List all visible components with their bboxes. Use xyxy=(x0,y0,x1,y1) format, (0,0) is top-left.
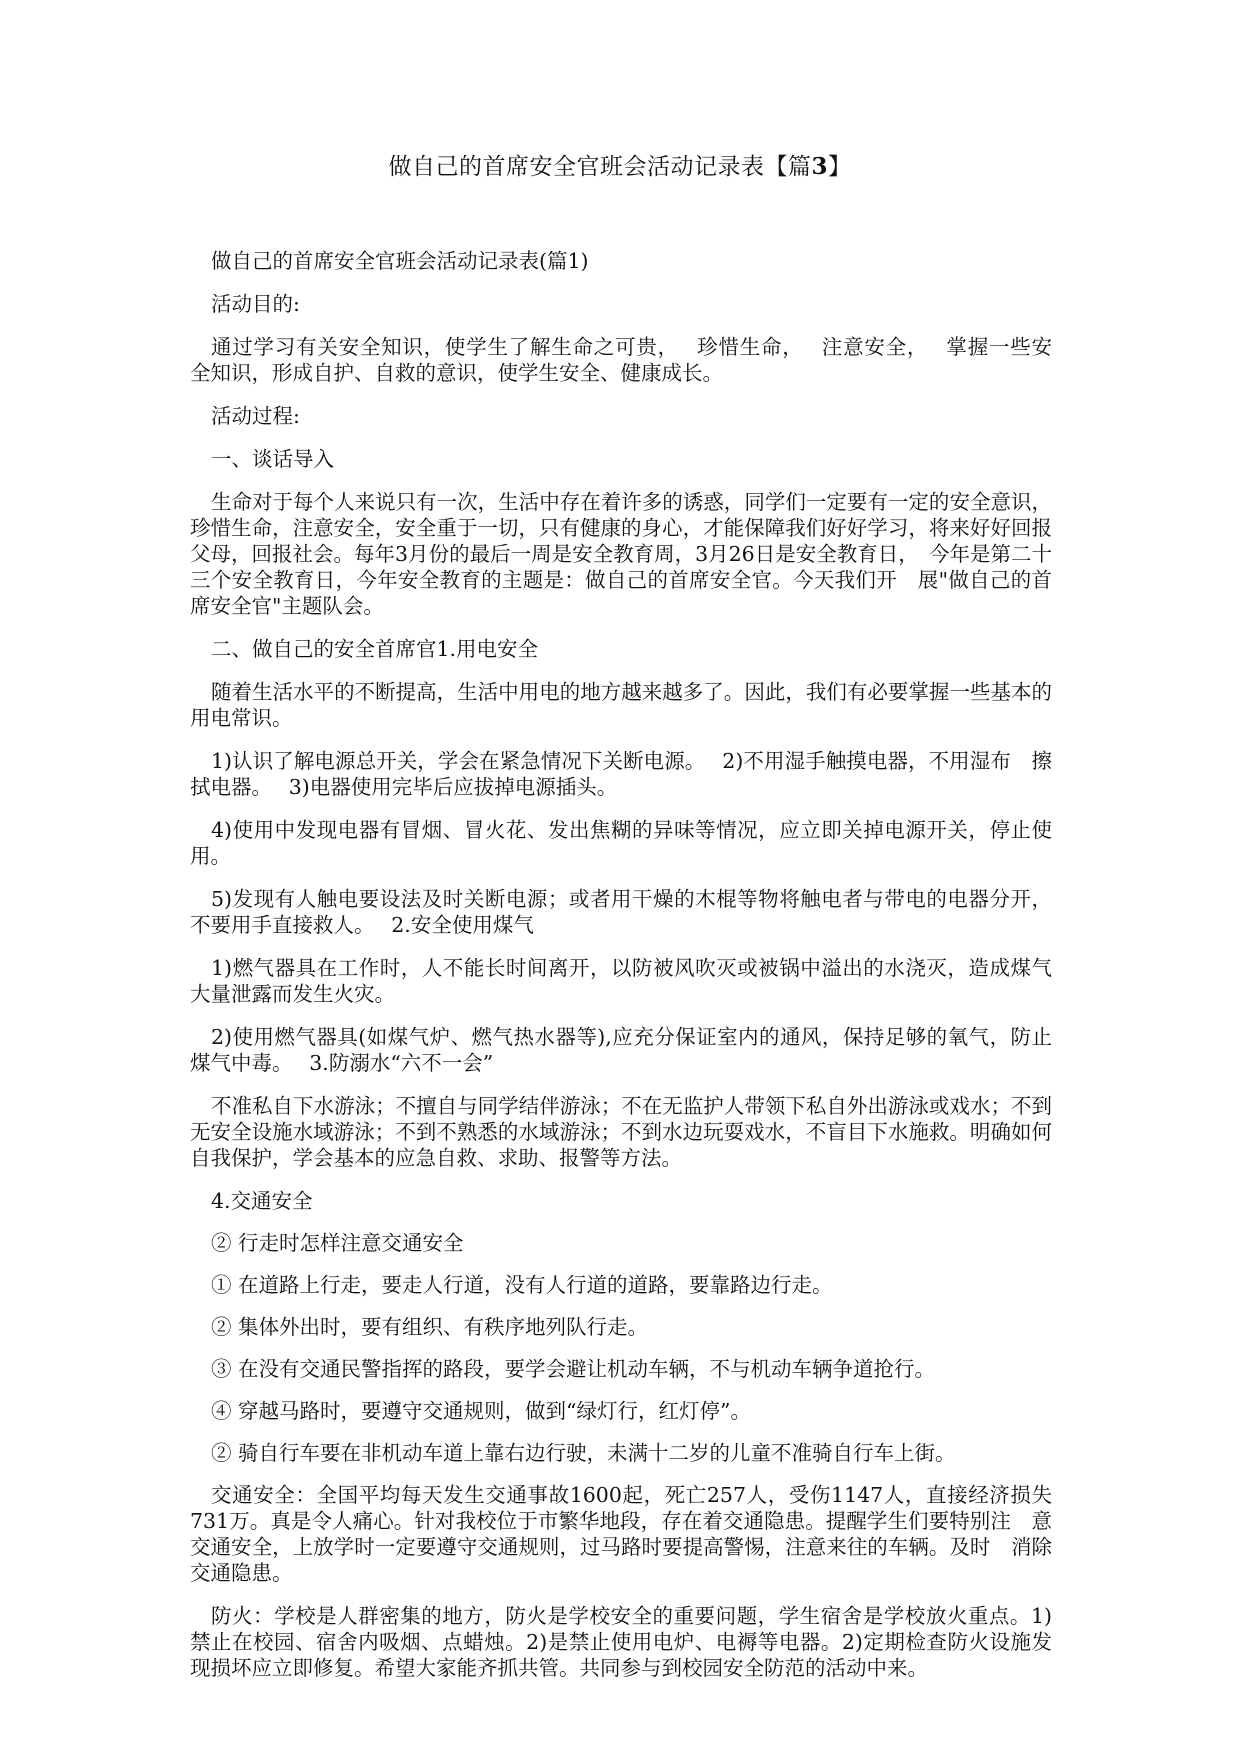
paragraph: 1)认识了解电源总开关，学会在紧急情况下关断电源。 2)不用湿手触摸电器，不用湿布 擦拭电器。 3)电器使用完毕后应拔掉电源插头。 xyxy=(190,749,1052,799)
section-heading: 做自己的首席安全官班会活动记录表(篇1) xyxy=(211,249,589,273)
paragraph: 活动目的: xyxy=(211,292,300,316)
paragraph: ② 行走时怎样注意交通安全 xyxy=(211,1231,464,1255)
paragraph: 一、谈话导入 xyxy=(211,447,334,471)
paragraph: 随着生活水平的不断提高，生活中用电的地方越来越多了。因此，我们有必要掌握一些基本的用电常识。 xyxy=(190,680,1052,730)
paragraph: 交通安全：全国平均每天发生交通事故1600起，死亡257人，受伤1147人，直接经济损失 731万。真是令人痛心。针对我校位于市繁华地段，存在着交通隐患。提醒学生们要特别注 意交通安全，上放学时一定要遵守交通规则，过马路时要提高警惕，注意来往的车辆。及时 消除交通隐患。 xyxy=(190,1483,1073,1585)
paragraph: 5)发现有人触电要设法及时关断电源；或者用干燥的木棍等物将触电者与带电的电器分开，不要用手直接救人。 2.安全使用煤气 xyxy=(190,887,1052,937)
title-number: 3 xyxy=(811,153,828,180)
paragraph: 不准私自下水游泳；不擅自与同学结伴游泳；不在无监护人带领下私自外出游泳或戏水；不到无安全设施水域游泳；不到不熟悉的水域游泳；不到水边玩耍戏水，不盲目下水施救。明确如何自我保护，学会基本的应急自救、求助、报警等方法。 xyxy=(190,1094,1052,1170)
paragraph: 1)燃气器具在工作时，人不能长时间离开，以防被风吹灭或被锅中溢出的水浇灭，造成煤气大量泄露而发生火灾。 xyxy=(190,956,1052,1006)
paragraph: 通过学习有关安全知识，使学生了解生命之可贵， 珍惜生命， 注意安全， 掌握一些安 全知识，形成自护、自救的意识，使学生安全、健康成长。 xyxy=(190,335,1073,385)
document-title xyxy=(0,150,1240,184)
paragraph: 2)使用燃气器具(如煤气炉、燃气热水器等),应充分保证室内的通风，保持足够的氧气，防止煤气中毒。 3.防溺水“六不一会” xyxy=(190,1025,1052,1075)
paragraph: 4)使用中发现电器有冒烟、冒火花、发出焦糊的异味等情况，应立即关掉电源开关，停止使用。 xyxy=(190,818,1052,868)
title-text: 做自己的首席安全官班会活动记录表【篇 xyxy=(388,154,812,180)
document-body xyxy=(190,248,1073,1698)
paragraph: 活动过程: xyxy=(211,404,300,428)
paragraph: 防火：学校是人群密集的地方，防火是学校安全的重要问题，学生宿舍是学校放火重点。1)禁止在校园、宿舍内吸烟、点蜡烛。2)是禁止使用电炉、电褥等电器。2)定期检查防火设施发现损坏应立即修复。希望大家能齐抓共管。共同参与到校园安全防范的活动中来。 xyxy=(190,1604,1052,1680)
paragraph: 二、做自己的安全首席官1.用电安全 xyxy=(211,637,539,661)
title-bracket: 】 xyxy=(828,154,852,180)
paragraph: 4.交通安全 xyxy=(211,1189,313,1213)
paragraph: 生命对于每个人来说只有一次，生活中存在着许多的诱惑，同学们一定要有一定的安全意识，珍惜生命，注意安全，安全重于一切，只有健康的身心，才能保障我们好好学习，将来好好回报父母，回报社会。每年3月份的最后一周是安全教育周，3月26日是安全教育日， 今年是第二十三个安全教育日，今年安全教育的主题是：做自己的首席安全官。今天我们开 展"做自己的首席安全官"主题队会。 xyxy=(190,490,1052,618)
list-item: ① 在道路上行走，要走人行道，没有人行道的道路，要靠路边行走。 xyxy=(211,1273,833,1297)
list-item: ② 集体外出时，要有组织、有秩序地列队行走。 xyxy=(211,1315,649,1339)
list-item: ③ 在没有交通民警指挥的路段，要学会避让机动车辆，不与机动车辆争道抢行。 xyxy=(211,1357,936,1381)
list-item: ④ 穿越马路时，要遵守交通规则，做到“绿灯行，红灯停”。 xyxy=(211,1399,751,1423)
list-item: ② 骑自行车要在非机动车道上靠右边行驶，未满十二岁的儿童不准骑自行车上街。 xyxy=(211,1441,956,1465)
